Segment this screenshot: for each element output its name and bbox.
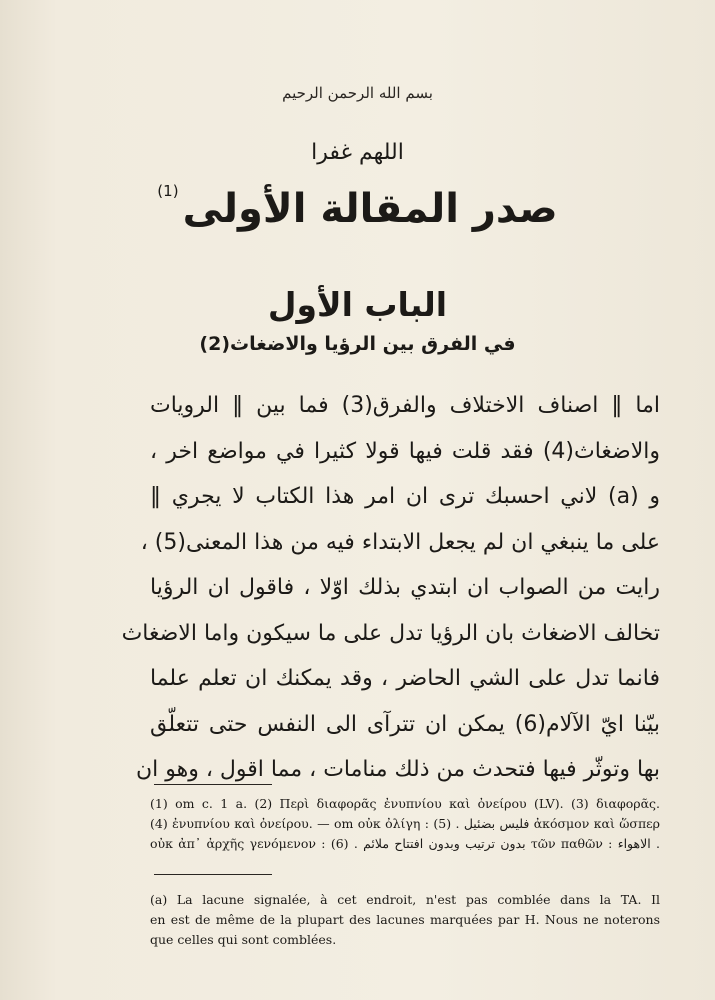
chapter-title: الباب الأول [267,285,448,324]
critical-note-line: en est de même de la plupart des lacunes marquées par H. Nous ne noterons [150,912,660,927]
footnotes [150,794,660,854]
critical-note-divider [154,874,272,875]
section-title [0,182,715,232]
arabic-body-text [121,383,661,793]
footnote-line: (4) ἐνυπνίου καὶ ὀνείρου. — om οὐκ ὀλίγη : فليس بضئيل . (5) ἀκόσμον καὶ ὥσπερ [150,816,660,831]
body-line: على ما ينبغي ان لم يجعل الابتداء فيه من هذا المعنى(5) ، [140,529,660,555]
body-line: بها وتوثّر فيها فتحدث من ذلك منامات ، مما اقول ، وهو ان [135,757,660,782]
footnote-divider [154,784,272,785]
body-line: و (a) لاني احسبك ترى ان امر هذا الكتاب لا يجري ‖ [150,484,660,509]
footnote-line: (1) om c. 1 a. (2) Περὶ διαφορᾶς ἐνυπνίου καὶ ὀνείρου (LV). (3) διαφορᾶς. [150,796,660,811]
section-title-text: صدر المقالة الأولى [182,186,558,232]
section-title-note-ref: (1) [157,182,179,200]
basmala: بسم الله الرحمن الرحيم [282,84,433,102]
critical-note-line: (a) La lacune signalée, à cet endroit, n'est pas comblée dans la TA. Il [150,892,660,907]
body-line: والاضغاث(4) فقد قلت فيها قولا كثيرا في مواضع اخر ، [150,438,660,464]
invocation: اللهم غفرا [311,140,404,165]
body-line: فانما تدل على الشي الحاضر ، وقد يمكنك ان تعلم علما [150,666,660,691]
critical-note [150,890,660,950]
body-line: تخالف الاضغاث بان الرؤيا تدل على ما سيكون واما الاضغاث [121,620,660,646]
body-line: رايت من الصواب ان ابتدي بذلك اوّلا ، فاقول ان الرؤيا [150,575,660,600]
body-line: بيّنا ايّ الآلام(6) يمكن ان تترآى الى النفس حتى تتعلّق [150,711,660,737]
chapter-subtitle: في الفرق بين الرؤيا والاضغاث(2) [199,333,516,355]
critical-note-line: que celles qui sont comblées. [150,932,337,947]
footnote-line: οὐκ ἀπ᾽ ἀρχῆς γενόμενον : بدون ترتيب وبدون افتتاح ملائم . (6) τῶν παθῶν : الاهواء . [150,836,660,851]
body-line: اما ‖ اصناف الاختلاف والفرق(3) فما بين ‖ الرويات [150,393,661,418]
